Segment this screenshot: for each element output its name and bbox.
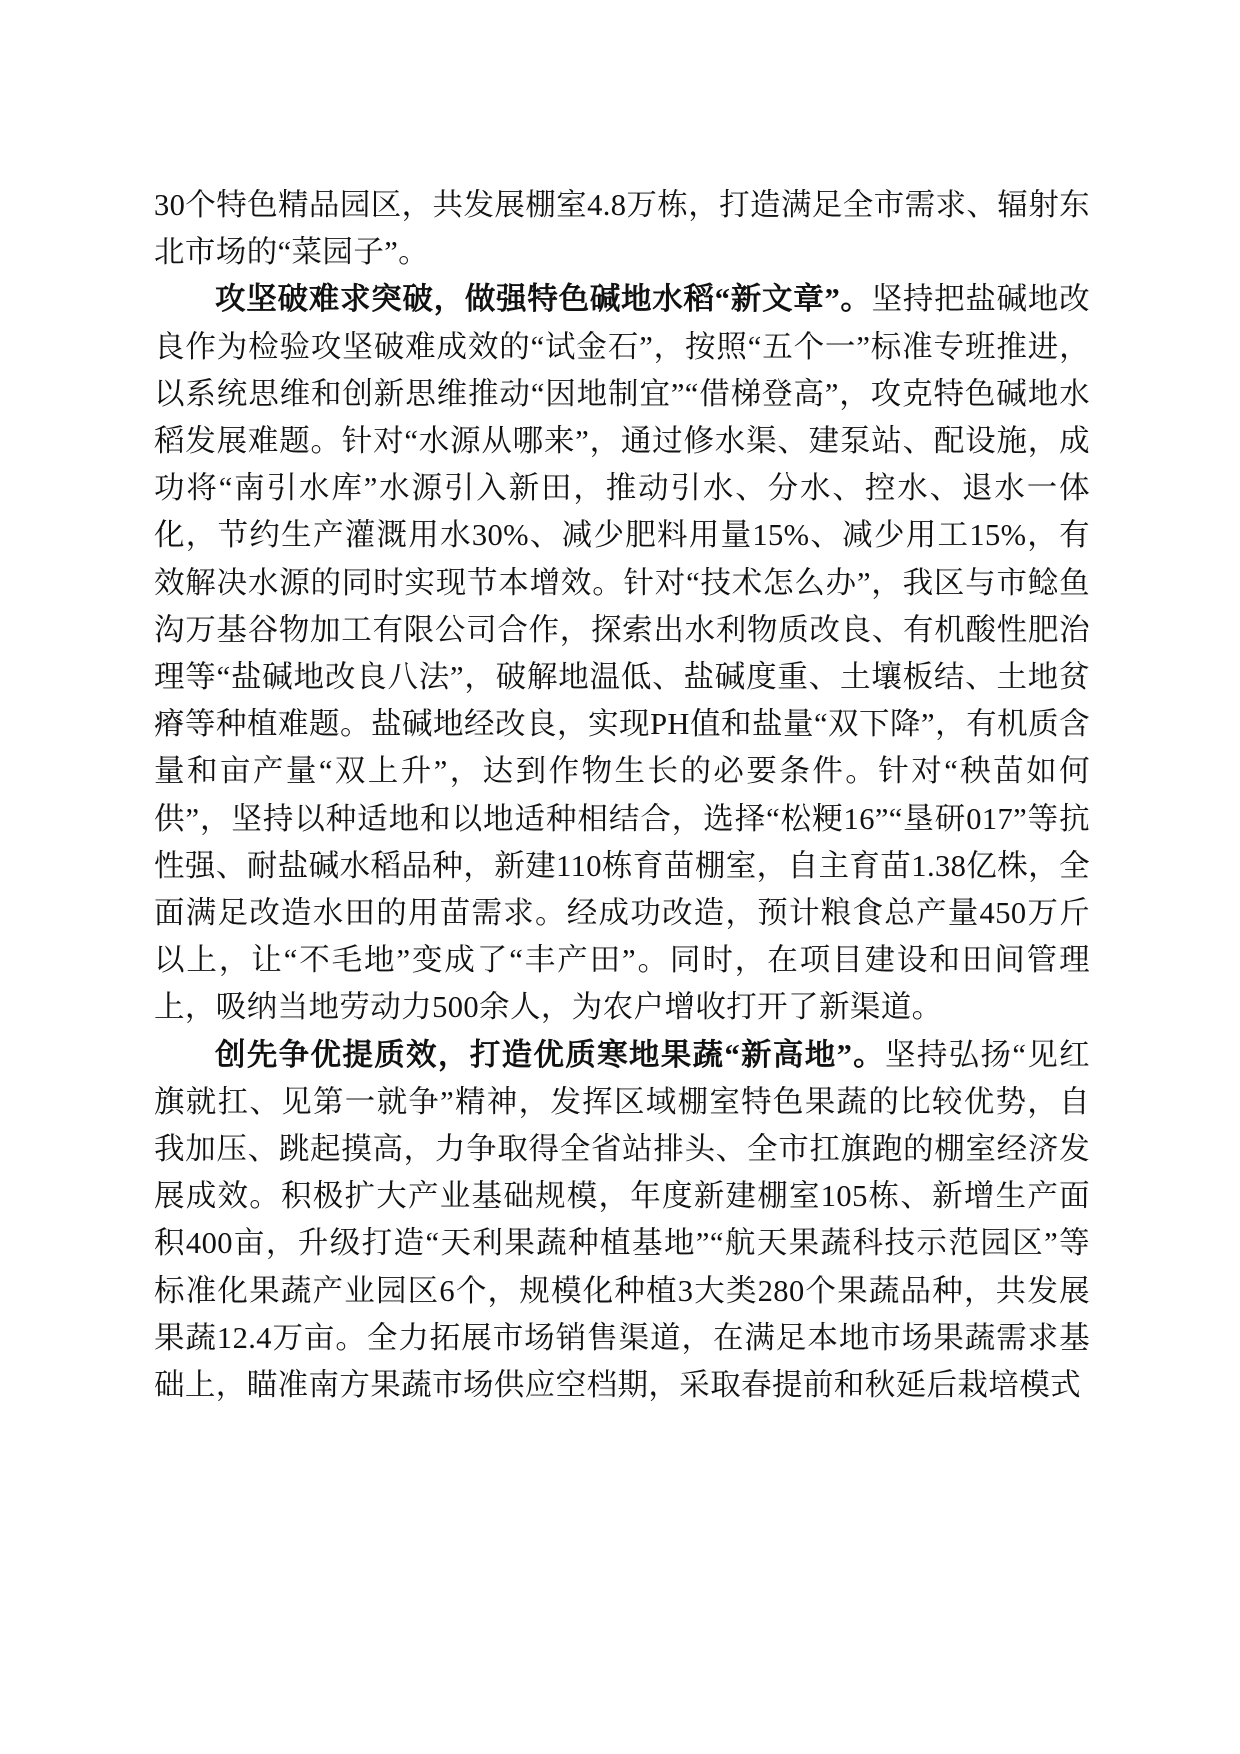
paragraph-text: 坚持把盐碱地改良作为检验攻坚破难成效的“试金石”，按照“五个一”标准专班推进，以系统思维和创新思维推动“因地制宜”“借梯登高”，攻克特色碱地水稻发展难题。针对“水源从哪来”，通过修水渠、建泵站、配设施，成功将“南引水库”水源引入新田，推动引水、分水、控水、退水一体化，节约生产灌溉用水30%、减少肥料用量15%、减少用工15%，有效解决水源的同时实现节本增效。针对“技术怎么办”，我区与市鲶鱼沟万基谷物加工有限公司合作，探索出水利物质改良、有机酸性肥治理等“盐碱地改良八法”，破解地温低、盐碱度重、土壤板结、土地贫瘠等种植难题。盐碱地经改良，实现PH值和盐量“双下降”，有机质含量和亩产量“双上升”，达到作物生长的必要条件。针对“秧苗如何供”，坚持以种适地和以地适种相结合，选择“松粳16”“垦研017”等抗性强、耐盐碱水稻品种，新建110栋育苗棚室，自主育苗1.38亿株，全面满足改造水田的用苗需求。经成功改造，预计粮食总产量450万斤以上，让“不毛地”变成了“丰产田”。同时，在项目建设和田间管理上，吸纳当地劳动力500余人，为农户增收打开了新渠道。 (154, 282, 1090, 1025)
paragraph-heading: 创先争优提质效，打造优质寒地果蔬“新高地”。 (215, 1037, 885, 1072)
paragraph-saline-rice (154, 276, 1090, 1031)
paragraph-text: 坚持弘扬“见红旗就扛、见第一就争”精神，发挥区域棚室特色果蔬的比较优势，自我加压、跳起摸高，力争取得全省站排头、全市扛旗跑的棚室经济发展成效。积极扩大产业基础规模，年度新建棚室105栋、新增生产面积400亩，升级打造“天利果蔬种植基地”“航天果蔬科技示范园区”等标准化果蔬产业园区6个，规模化种植3大类280个果蔬品种，共发展果蔬12.4万亩。全力拓展市场销售渠道，在满足本地市场果蔬需求基础上，瞄准南方果蔬市场供应空档期，采取春提前和秋延后栽培模式 (154, 1037, 1090, 1403)
paragraph-text: 30个特色精品园区，共发展棚室4.8万栋，打造满足全市需求、辐射东北市场的“菜园子”。 (154, 188, 1090, 270)
document-body (154, 182, 1090, 1409)
paragraph-fruit-vegetables (154, 1032, 1090, 1410)
paragraph-continuation (154, 182, 1090, 276)
paragraph-heading: 攻坚破难求突破，做强特色碱地水稻“新文章”。 (215, 282, 872, 317)
